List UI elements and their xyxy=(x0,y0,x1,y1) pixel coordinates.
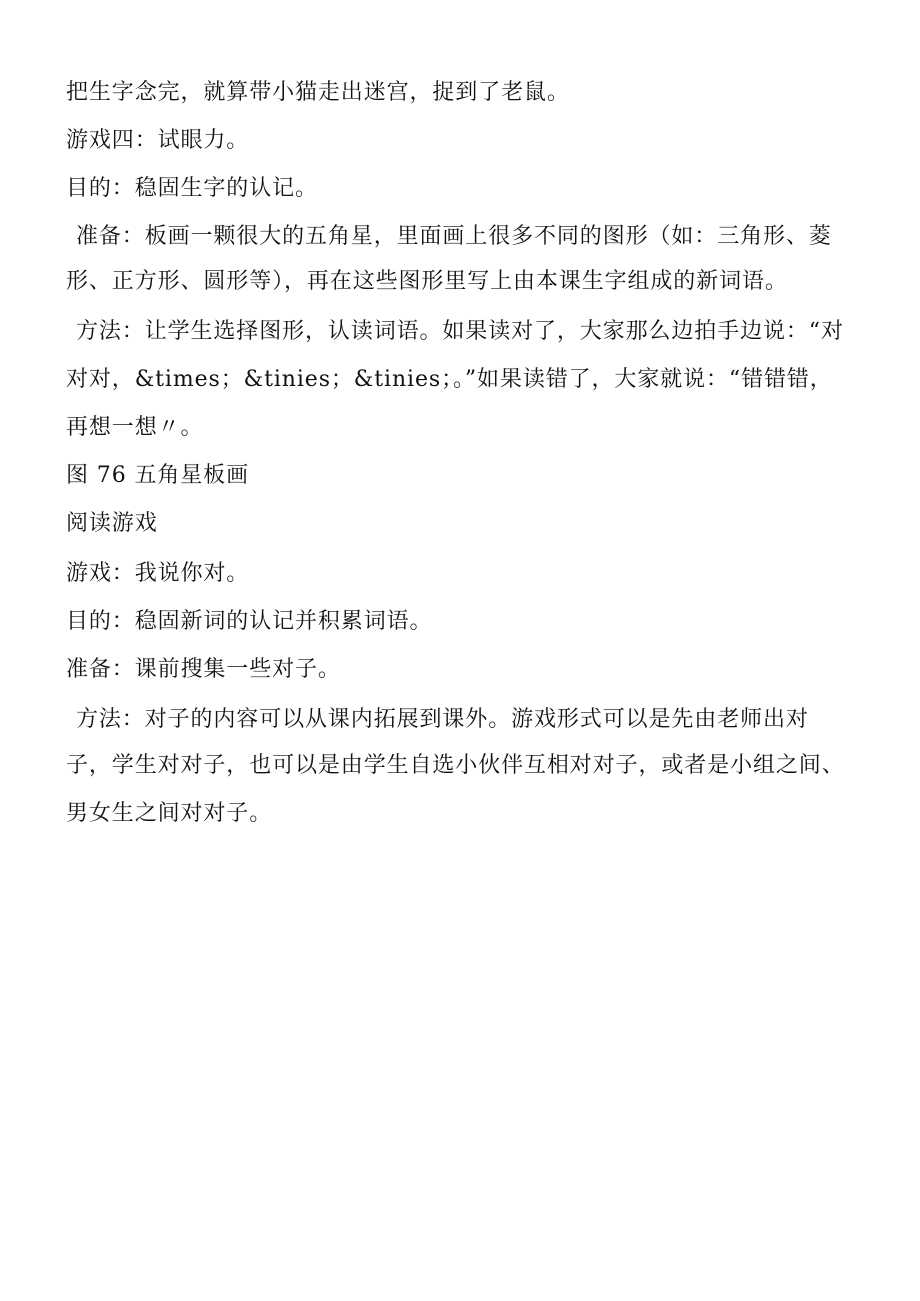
text-line-6: 方法：让学生选择图形，认读词语。如果读对了，大家那么边拍手边说：“对 xyxy=(76,319,844,344)
text-line-5: 形、正方形、圆形等），再在这些图形里写上由本课生字组成的新词语。 xyxy=(66,269,788,294)
text-line-14: 方法：对子的内容可以从课内拓展到课外。游戏形式可以是先由老师出对 xyxy=(76,707,809,732)
text-line-4: 准备：板画一颗很大的五角星，里面画上很多不同的图形（如：三角形、菱 xyxy=(76,224,832,249)
text-line-12: 目的：稳固新词的认记并积累词语。 xyxy=(66,609,433,634)
text-line-3: 目的：稳固生字的认记。 xyxy=(66,176,318,201)
text-line-2: 游戏四：试眼力。 xyxy=(66,128,250,153)
text-line-7: 对对，&times；&tinies；&tinies；。”如果读错了，大家就说：“错错错， xyxy=(66,367,833,392)
figure-caption: 图 76 五角星板画 xyxy=(66,463,249,488)
text-line-13: 准备：课前搜集一些对子。 xyxy=(66,657,341,682)
text-line-15: 子，学生对对子，也可以是由学生自选小伙伴互相对对子，或者是小组之间、 xyxy=(66,753,845,778)
text-line-8: 再想一想〃。 xyxy=(66,415,204,440)
text-line-16: 男女生之间对对子。 xyxy=(66,801,273,826)
text-line-11: 游戏：我说你对。 xyxy=(66,561,250,586)
section-heading: 阅读游戏 xyxy=(66,511,158,536)
text-line-1: 把生字念完，就算带小猫走出迷宫，捉到了老鼠。 xyxy=(66,80,570,105)
